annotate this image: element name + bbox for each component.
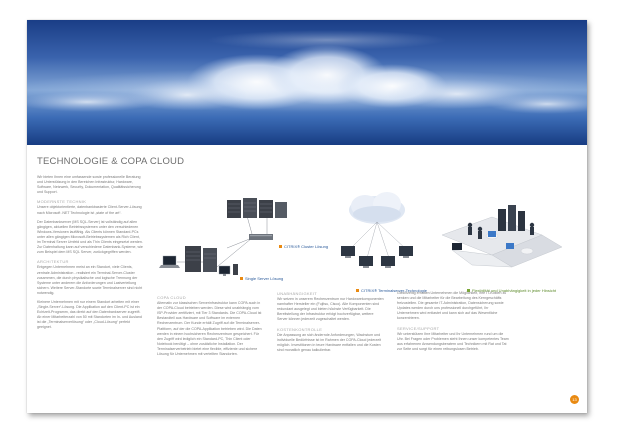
single-location-text: Kleinere Unternehmen mit nur einem Standort arbeiten mit einer „Single-Server“-Lösung. Die Applikation auf den Client-PC ist ein Echtzeit-Programm, das direkt auf den Datenbankserver zugreift. Ab einer Mitarbeiterzahl von 50 mit Standorten im In- und Ausland ist die „Terminalserverlösung“ oder „Cloud-Lösung“ perfekt geeignet. — [37, 299, 142, 330]
blue-block-icon — [506, 243, 514, 249]
architecture-text: Entgegen Unternehmen meist an ein Standort, viele Clients, zentrale Administration - realisiert ein Terminal-Server-Cluster zusammen, die durch physikalische und logische Trennung der Systeme unter anderem die Anforderungen und Lastverteilung sichern. Weitere Server-Standorte sowie Terminalserver sind nicht notwendig. — [37, 265, 143, 295]
cost-control-text: Die Anpassung an sich ändernde Anforderungen, Wachstum und individuelle Bedürfnisse ist im Rahmen der COPA-Cloud jederzeit möglich. Investitionen in teure Hardware entfallen und die Kosten sind monatlich genau kalkulierbar. — [277, 332, 381, 352]
cloud-icon — [349, 192, 405, 224]
citrix-cluster-label: CITRIX® Cluster Lösung — [279, 244, 328, 249]
client-laptop-icon — [159, 256, 180, 268]
modern-technology-text: Unsere objektorientierte, datenbankbasierte Client-Server-Lösung nach Microsoft .NET Technologie ist „state of the art“. — [37, 205, 142, 215]
heading-architecture: ARCHITEKTUR — [37, 259, 69, 265]
flexibility-label: Flexibilität und Unabhängigkeit in jeder Hinsicht — [467, 288, 556, 293]
puzzle-illustration — [432, 195, 577, 280]
heading-modern-technology: MODERNSTE TECHNIK — [37, 199, 87, 205]
database-text: Der Datenbankserver (MS SQL-Server) ist vollständig auf allen gängigen, aktuellen Betriebssystemen unter den verschiedenen Windows-Versionen lauffähig. Als Clients können Standard-PCs unter allen gängigen Microsoft-Betriebssystemen als Rich Client, im Terminal Server Umfeld und als Thin Clients eingesetzt werden. Zur Datenhaltung kann auf verschiedene Datenbank-Systeme, wie zum Beispiel dem MS SQL Server, zurückgegriffen werden. — [37, 219, 143, 255]
text-column-4 — [397, 291, 510, 405]
heading-service-support: SERVICE/SUPPORT — [397, 325, 440, 331]
database-server-icon — [185, 246, 217, 272]
terminal-client-icon — [341, 246, 413, 266]
intro-text: Wir bieten Ihnen eine umfassende sowie professionelle Beratung und Unterstützung in den Bereichen Infrastruktur, Hardware, Software, Netzwerk, Security, Dokumentation, Qualitätssicherung und Support. — [37, 175, 141, 195]
network-switch-icon — [249, 234, 273, 240]
heading-copa-cloud: COPA CLOUD — [157, 295, 186, 300]
brochure-page — [27, 20, 587, 413]
cloud-banner-graphic — [27, 20, 587, 145]
citrix-terminalserver-label: CITRIX® Terminalserver-Technologie — [356, 288, 427, 293]
service-support-text: Wir unterstützen Ihre Mitarbeiter und Ihr Unternehmen rund um die Uhr. Bei Fragen oder Problemen steht Ihnen unser kompetentes Team aus erfahrenen Anwendungsberatern und Technikern mit Rat und Tat zur Seite und sorgt für einen reibungslosen Betrieb. — [397, 331, 509, 351]
heading-cost-control: KOSTENKONTROLLE — [277, 326, 323, 332]
cloud-banner — [27, 20, 587, 145]
independence-text: Wir setzen in unserem Rechenzentrum nur Hardwarekomponenten namhafter Hersteller ein (Fujitsu, Cisco). Alle Komponenten sind redundant ausgelegt und bieten höchste Verfügbarkeit. Die Bereitstellung der Infrastruktur erfolgt hochverfügbar, weitere Server können jederzeit zugeschaltet werden. — [277, 297, 384, 322]
text-column-3 — [277, 291, 385, 405]
server-diagram — [157, 176, 317, 294]
cloud-terminal-diagram — [327, 180, 427, 285]
monitor-icon — [452, 243, 462, 250]
page-title: TECHNOLOGIE & COPA CLOUD — [37, 156, 185, 167]
terminal-server-rack-icon — [227, 198, 287, 218]
copa-cloud-text: Alternativ zur klassischen Serverinfrastruktur kann COPA auch in der COPA-Cloud betrieben werden. Diese wird unabhängig vom ISP-Provider zertifiziert, mit Tier 3 Standards. Die COPA-Cloud ist Bestandteil aus Hardware und Software im externen Rechenzentrum. Der Kunde erhält Zugriff auf die Terminalserver-Plattform, auf der die COPA-Applikation betrieben wird. Die Daten werden in einem hochsicheren Rechenzentrum gespeichert. Für den Zugriff wird lediglich ein Standard-PC, Thin Client oder Notebook benötigt – ohne zusätzliche Installation. Der Terminalserverbetrieb bietet eine flexible, effiziente und sichere Lösung für Unternehmen mit verteilten Standorten. — [157, 301, 262, 357]
client-workstation-icon — [219, 264, 238, 276]
single-server-label: Single Server Lösung — [240, 276, 283, 281]
page-number-badge: 13 — [570, 395, 579, 404]
text-column-1 — [37, 175, 144, 400]
server-tower-icon — [498, 205, 525, 231]
blue-block-icon — [488, 231, 496, 237]
flexibility-text: Gleichzeitig erhalten Unternehmen die Möglichkeit, ihre IT-Kosten zu senken und die Mitarbeiter für die Bearbeitung des Kerngeschäfts freizustellen. Die gesamte IT-Administration, Datensicherung sowie Updates werden durch uns professionell durchgeführt, Ihr Unternehmen wird entlastet und kann sich auf das Wesentliche konzentrieren. — [397, 291, 507, 321]
text-column-2 — [157, 295, 265, 405]
heading-independence: UNABHÄNGIGKEIT — [277, 291, 317, 296]
